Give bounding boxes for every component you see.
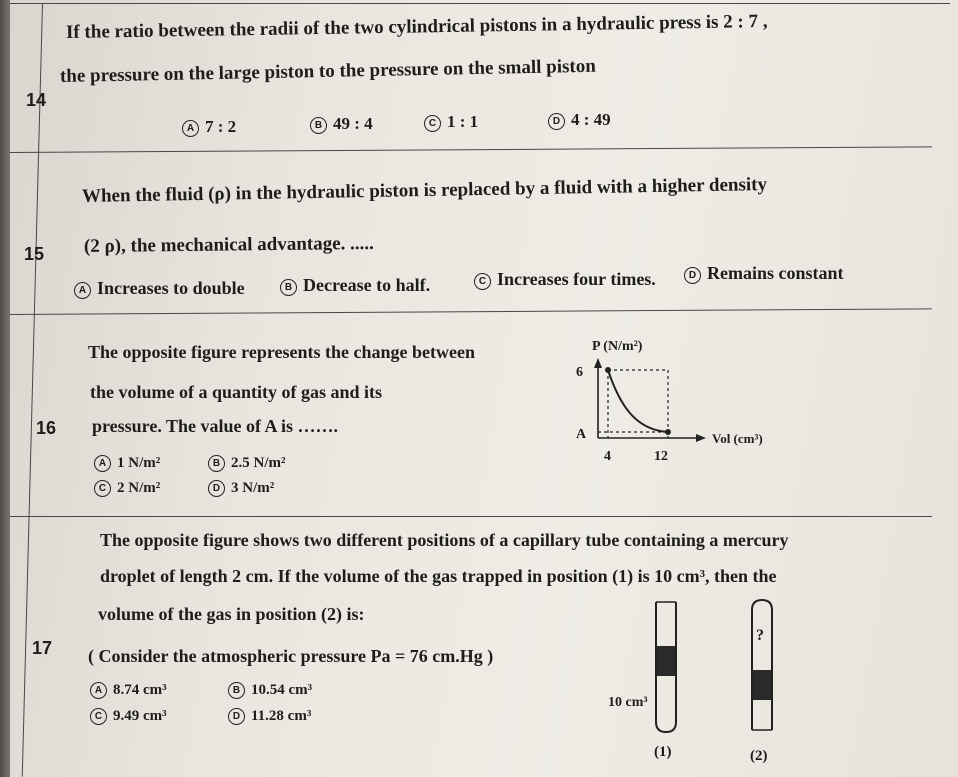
pressure-volume-graph — [550, 334, 780, 470]
volume-label: 10 cm³ — [608, 695, 648, 710]
q16-option-a[interactable] — [94, 455, 160, 472]
option-letter-c: C — [90, 708, 107, 725]
y-tick-a: A — [576, 427, 587, 442]
question-number-15: 15 — [24, 244, 45, 264]
q15-option-c[interactable] — [474, 269, 656, 290]
q17-line-2: droplet of length 2 cm. If the volume of the gas trapped in position (1) is 10 cm³, then the — [100, 566, 777, 586]
q17-option-d[interactable] — [228, 708, 311, 725]
isotherm-curve — [608, 370, 668, 432]
q15-line-1: When the fluid (ρ) in the hydraulic piston is replaced by a fluid with a higher density — [81, 174, 768, 207]
option-letter-c: C — [424, 115, 441, 132]
divider-top — [10, 3, 950, 4]
q14-line-1: If the ratio between the radii of the two cylindrical pistons in a hydraulic press is 2 : 7 , — [65, 10, 768, 43]
option-text: Remains constant — [707, 263, 844, 283]
option-text: 9.49 cm³ — [113, 708, 167, 724]
y-axis-arrow — [594, 358, 602, 368]
option-text: 11.28 cm³ — [251, 708, 312, 724]
q16-line-1: The opposite figure represents the change between — [88, 342, 475, 362]
option-letter-a: A — [182, 120, 199, 137]
option-letter-d: D — [684, 267, 701, 284]
exam-page — [10, 0, 958, 777]
q14-option-b[interactable] — [310, 114, 373, 134]
option-letter-b: B — [228, 682, 245, 699]
option-text: 1 : 1 — [447, 112, 479, 131]
tube-2 — [752, 600, 772, 730]
option-text: 1 N/m² — [117, 455, 161, 471]
x-tick-12: 12 — [654, 449, 668, 464]
q16-option-d[interactable] — [208, 480, 274, 497]
option-text: 3 N/m² — [231, 480, 275, 496]
position-2-label: (2) — [750, 748, 768, 764]
option-text: 8.74 cm³ — [113, 682, 167, 698]
q16-line-3: pressure. The value of A is ……. — [92, 416, 339, 436]
position-1-label: (1) — [654, 744, 672, 760]
q15-line-2: (2 ρ), the mechanical advantage. ..... — [83, 232, 374, 257]
option-letter-d: D — [228, 708, 245, 725]
divider-14-15 — [10, 146, 932, 153]
x-tick-4: 4 — [604, 449, 611, 464]
option-text: Increases four times. — [497, 269, 656, 289]
option-text: 2 N/m² — [117, 480, 161, 496]
unknown-volume-label: ? — [756, 627, 764, 644]
y-axis-label: P (N/m²) — [592, 339, 643, 354]
q16-option-c[interactable] — [94, 480, 160, 497]
option-letter-c: C — [474, 273, 491, 290]
option-text: 10.54 cm³ — [251, 682, 313, 698]
point-1 — [605, 367, 611, 373]
question-number-14: 14 — [26, 90, 47, 110]
q17-line-3: volume of the gas in position (2) is: — [98, 604, 365, 624]
divider-15-16 — [10, 308, 932, 315]
mercury-droplet-2 — [753, 670, 771, 700]
option-text: Decrease to half. — [303, 275, 431, 295]
option-letter-d: D — [548, 113, 565, 130]
q15-option-b[interactable] — [280, 275, 430, 296]
option-letter-a: A — [74, 282, 91, 299]
q14-option-c[interactable] — [424, 112, 478, 132]
option-letter-b: B — [208, 455, 225, 472]
q15-option-d[interactable] — [684, 263, 844, 284]
q14-option-d[interactable] — [548, 110, 611, 130]
option-letter-c: C — [94, 480, 111, 497]
option-text: 4 : 49 — [571, 110, 611, 129]
option-text: 7 : 2 — [205, 117, 237, 136]
option-letter-a: A — [94, 455, 111, 472]
point-2 — [665, 429, 671, 435]
option-text: Increases to double — [97, 278, 245, 298]
q17-line-4: ( Consider the atmospheric pressure Pa = 76 cm.Hg ) — [88, 646, 494, 666]
option-letter-b: B — [310, 117, 327, 134]
option-text: 2.5 N/m² — [231, 455, 286, 471]
option-letter-d: D — [208, 480, 225, 497]
q17-line-1: The opposite figure shows two different positions of a capillary tube containing a mercury — [100, 530, 789, 550]
capillary-tube-figure — [590, 594, 790, 770]
question-number-16: 16 — [36, 418, 57, 438]
y-tick-6: 6 — [576, 365, 583, 380]
q16-line-2: the volume of a quantity of gas and its — [90, 382, 383, 402]
q17-option-c[interactable] — [90, 708, 167, 725]
divider-16-17 — [10, 516, 932, 517]
q14-option-a[interactable] — [182, 117, 236, 137]
option-letter-a: A — [90, 682, 107, 699]
option-letter-b: B — [280, 279, 297, 296]
q17-option-b[interactable] — [228, 682, 312, 699]
mercury-droplet-1 — [657, 646, 675, 676]
q16-option-b[interactable] — [208, 455, 286, 472]
question-number-17: 17 — [32, 638, 53, 658]
q14-line-2: the pressure on the large piston to the pressure on the small piston — [59, 55, 596, 87]
number-column-line — [22, 3, 43, 777]
option-text: 49 : 4 — [333, 114, 373, 133]
q17-option-a[interactable] — [90, 682, 167, 699]
q15-option-a[interactable] — [74, 278, 245, 299]
x-axis-arrow — [696, 434, 706, 442]
x-axis-label: Vol (cm³) — [712, 431, 763, 446]
